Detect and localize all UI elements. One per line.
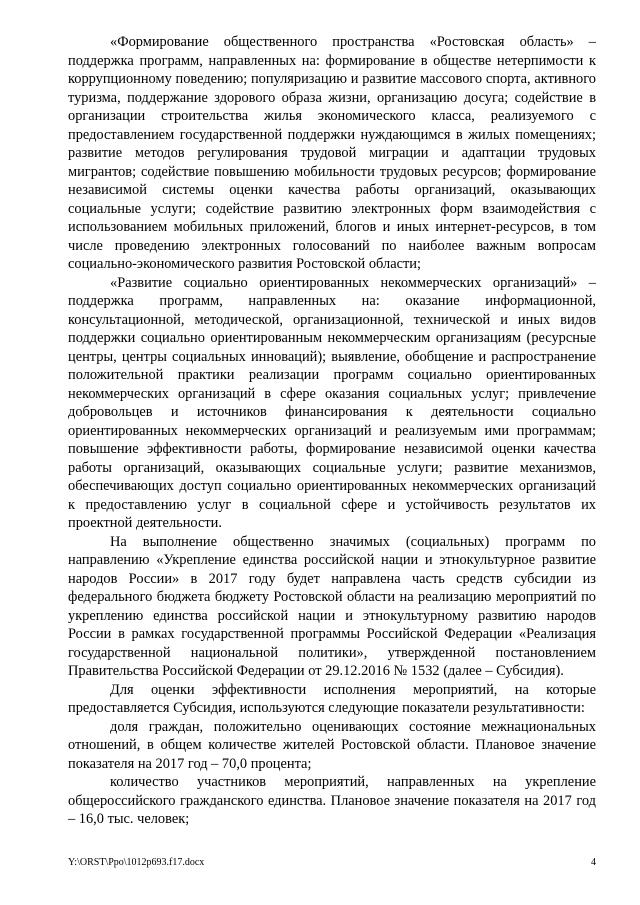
paragraph-nko-development: «Развитие социально ориентированных некоммерческих организаций» – поддержка программ, направленных на: оказание информационной, консультационной, методической, организационной, технической и иных видов поддержки социально ориентированным некоммерческим организациям (ресурсные центры, центры социальных инноваций); выявление, обобщение и распространение положительной практики реализации программ социально ориентированных некоммерческих организаций в сфере оказания социальных услуг; привлечение добровольцев и источников финансирования к деятельности социально ориентированных некоммерческих организаций и реализуемым ими программам; повышение эффективности работы, формирование независимой оценки качества работы организаций, оказывающих социальные услуги; развитие механизмов, обеспечивающих доступ социально ориентированных некоммерческих организаций к предоставлению услуг в социальной сфере и устойчивость результатов их проектной деятельности. — [68, 274, 596, 531]
paragraph-public-space: «Формирование общественного пространства «Ростовская область» – поддержка программ, направленных на: формирование в обществе нетерпимости к коррупционному поведению; популяризацию и развитие массового спорта, активного туризма, поддержание здорового образа жизни, организацию досуга; содействие в организации строительства жилья экономического класса, реализуемого с предоставлением государственной поддержки нуждающимся в жилых помещениях; развитие методов регулирования трудовой миграции и адаптации трудовых мигрантов; содействие повышению мобильности трудовых ресурсов; формирование независимой системы оценки качества работы организаций, оказывающих социальные услуги; содействие развитию электронных форм взаимодействия с использованием мобильных приложений, блогов и иных интернет-ресурсов, в том числе проведению электронных голосований по наиболее важным вопросам социально-экономического развития Ростовской области; — [68, 34, 596, 272]
paragraph-efficiency-indicators: Для оценки эффективности исполнения мероприятий, на которые предоставляется Субсидия, используются следующие показатели результативности: — [68, 681, 596, 716]
paragraph-indicator-interethnic: доля граждан, положительно оценивающих состояние межнациональных отношений, в общем количестве жителей Ростовской области. Плановое значение показателя на 2017 год – 70,0 процента; — [68, 718, 596, 772]
footer-file-path: Y:\ORST\Ppo\1012p693.f17.docx — [68, 857, 205, 868]
document-body — [68, 33, 596, 829]
paragraph-indicator-participants: количество участников мероприятий, направленных на укрепление общероссийского гражданского единства. Плановое значение показателя на 2017 год – 16,0 тыс. человек; — [68, 774, 596, 827]
page-number: 4 — [591, 857, 596, 868]
paragraph-subsidy-direction: На выполнение общественно значимых (социальных) программ по направлению «Укрепление единства российской нации и этнокультурное развитие народов России» в 2017 году будет направлена часть средств субсидии из федерального бюджета бюджету Ростовской области на реализацию мероприятий по укреплению единства российской нации и этнокультурному развитию народов России в рамках государственной программы Российской Федерации «Реализация государственной национальной политики», утвержденной постановлением Правительства Российской Федерации от 29.12.2016 № 1532 (далее – Субсидия). — [68, 533, 596, 679]
